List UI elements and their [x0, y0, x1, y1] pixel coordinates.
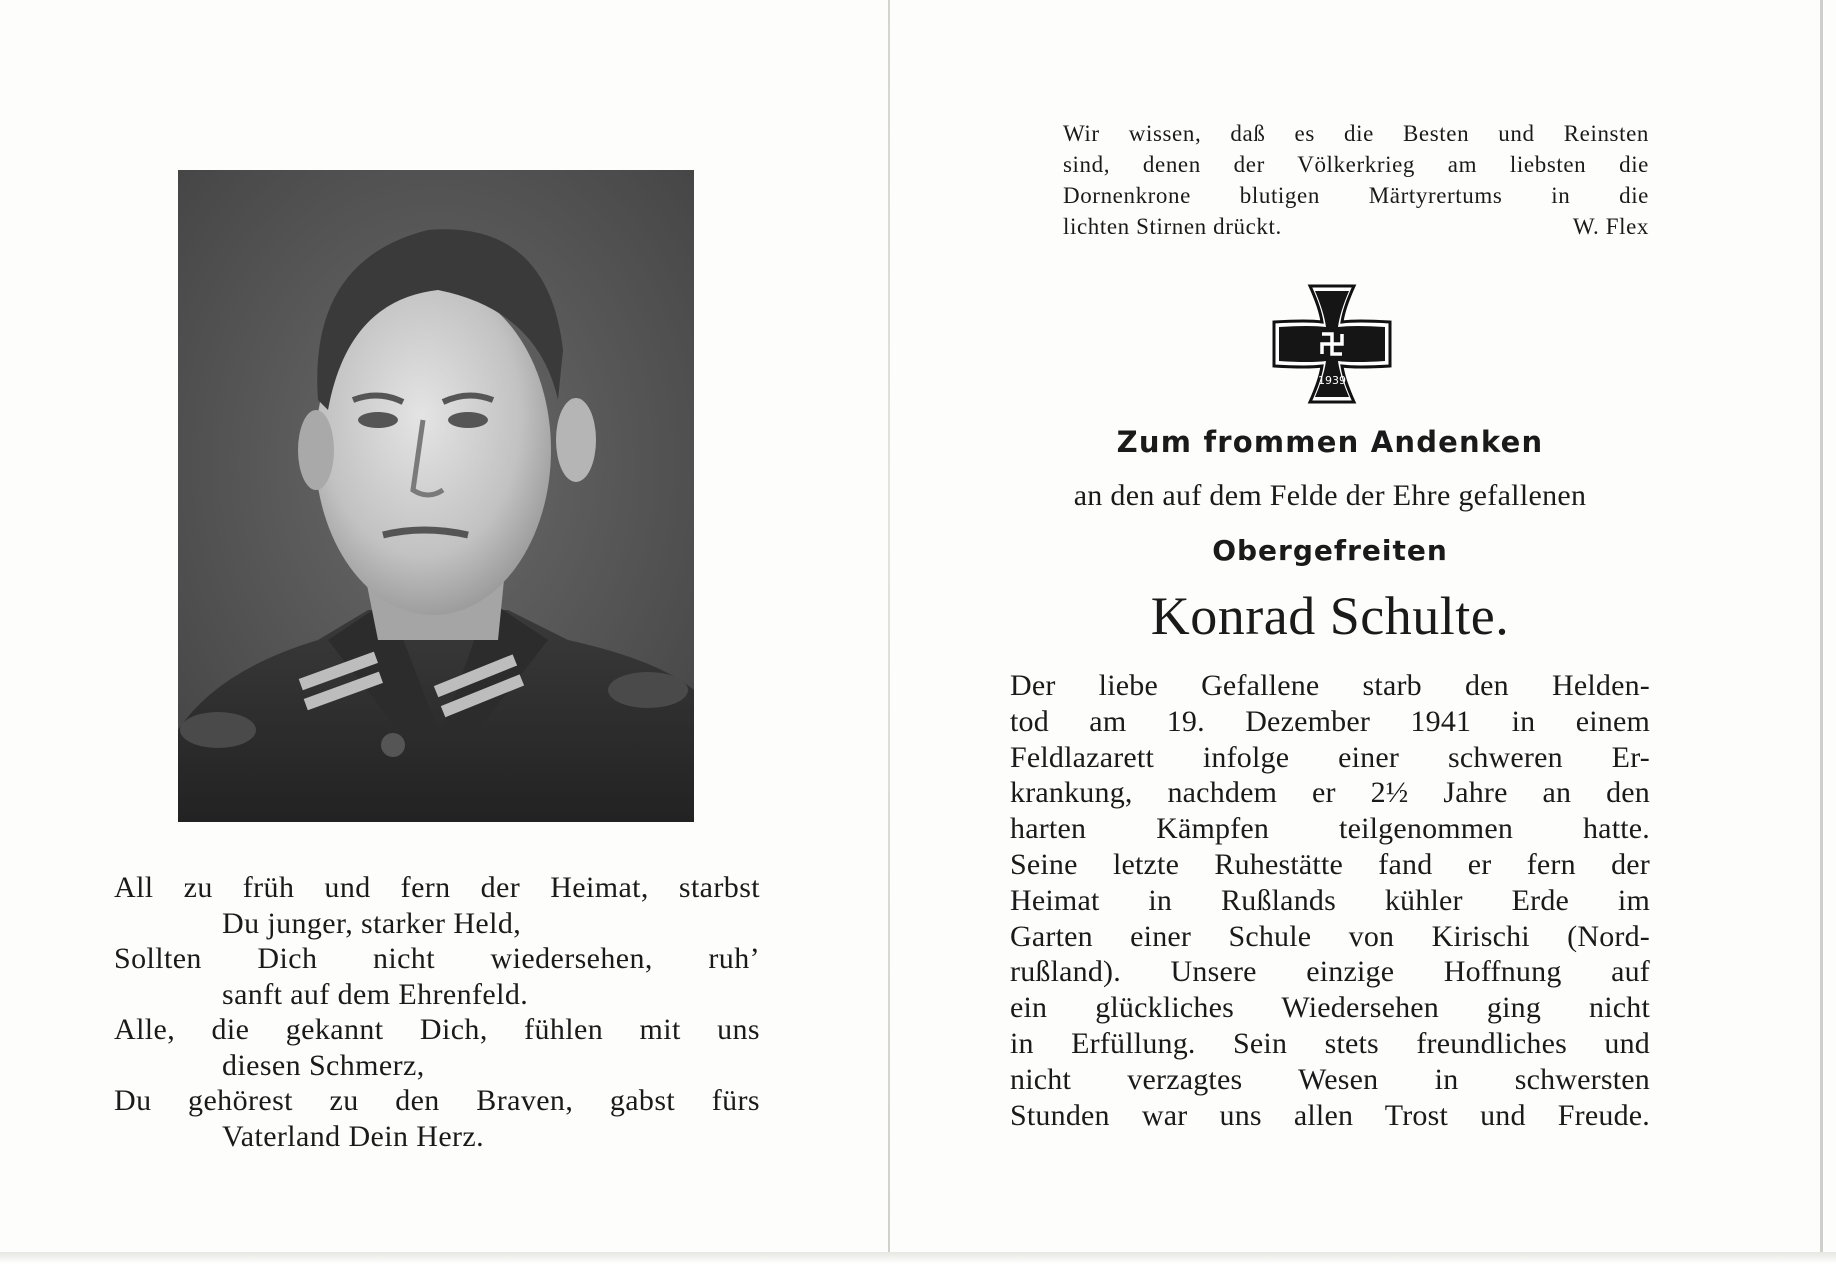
poem-line: sanft auf dem Ehrenfeld.	[222, 977, 529, 1011]
memorial-poem	[114, 870, 760, 1154]
card-fold	[888, 0, 890, 1264]
bio-line: krankung, nachdem er 2½ Jahre an den	[1010, 776, 1650, 810]
quote-author: W. Flex	[1572, 214, 1649, 239]
quote-line: sind, denen der Völkerkrieg am liebsten die	[1063, 152, 1649, 177]
bio-line: nicht verzagtes Wesen in schwersten	[1010, 1062, 1650, 1096]
bio-line: Feldlazarett infolge einer schweren Er-	[1010, 740, 1650, 774]
quote-last-line	[1063, 211, 1649, 242]
quote-line: Wir wissen, daß es die Besten und Reinsten	[1063, 121, 1649, 146]
biography-text	[1010, 668, 1650, 1133]
bio-line: in Erfüllung. Sein stets freundliches und	[1010, 1026, 1650, 1060]
bio-line: Seine letzte Ruhestätte fand er fern der	[1010, 847, 1650, 881]
portrait-icon	[178, 170, 694, 822]
bio-line: ein glückliches Wiedersehen ging nicht	[1010, 991, 1650, 1025]
memorial-subheading: an den auf dem Felde der Ehre gefallenen	[1073, 479, 1587, 512]
soldier-rank: Obergefreiten	[1212, 534, 1448, 567]
cross-year: 1939	[1318, 374, 1346, 387]
soldier-name: Konrad Schulte.	[1150, 586, 1510, 646]
poem-line: Du gehörest zu den Braven, gabst fürs	[114, 1084, 760, 1117]
bio-line: rußland). Unsere einzige Hoffnung auf	[1010, 955, 1650, 989]
card-edge	[1820, 0, 1823, 1264]
poem-line: All zu früh und fern der Heimat, starbst	[114, 871, 760, 904]
portrait-photo	[178, 170, 694, 822]
quote-line: Dornenkrone blutigen Märtyrertums in die	[1063, 183, 1649, 208]
bio-line: Garten einer Schule von Kirischi (Nord-	[1010, 919, 1650, 953]
poem-line: diesen Schmerz,	[222, 1048, 425, 1082]
bio-line: tod am 19. Dezember 1941 in einem	[1010, 704, 1650, 738]
poem-line: Sollten Dich nicht wiedersehen, ruh’	[114, 942, 760, 975]
poem-line: Du junger, starker Held,	[222, 906, 522, 940]
poem-line: Vaterland Dein Herz.	[222, 1119, 485, 1153]
iron-cross-icon	[1272, 284, 1392, 404]
bio-line: harten Kämpfen teilgenommen hatte.	[1010, 812, 1650, 846]
card-bottom-edge	[0, 1252, 1836, 1264]
flex-quote	[1063, 118, 1649, 242]
bio-line: Der liebe Gefallene starb den Helden-	[1010, 669, 1650, 702]
bio-line: Heimat in Rußlands kühler Erde im	[1010, 883, 1650, 917]
bio-line: Stunden war uns allen Trost und Freude.	[1010, 1098, 1650, 1132]
memorial-heading: Zum frommen Andenken	[1116, 425, 1544, 459]
poem-line: Alle, die gekannt Dich, fühlen mit uns	[114, 1013, 760, 1046]
quote-line: lichten Stirnen drückt.	[1063, 214, 1282, 239]
